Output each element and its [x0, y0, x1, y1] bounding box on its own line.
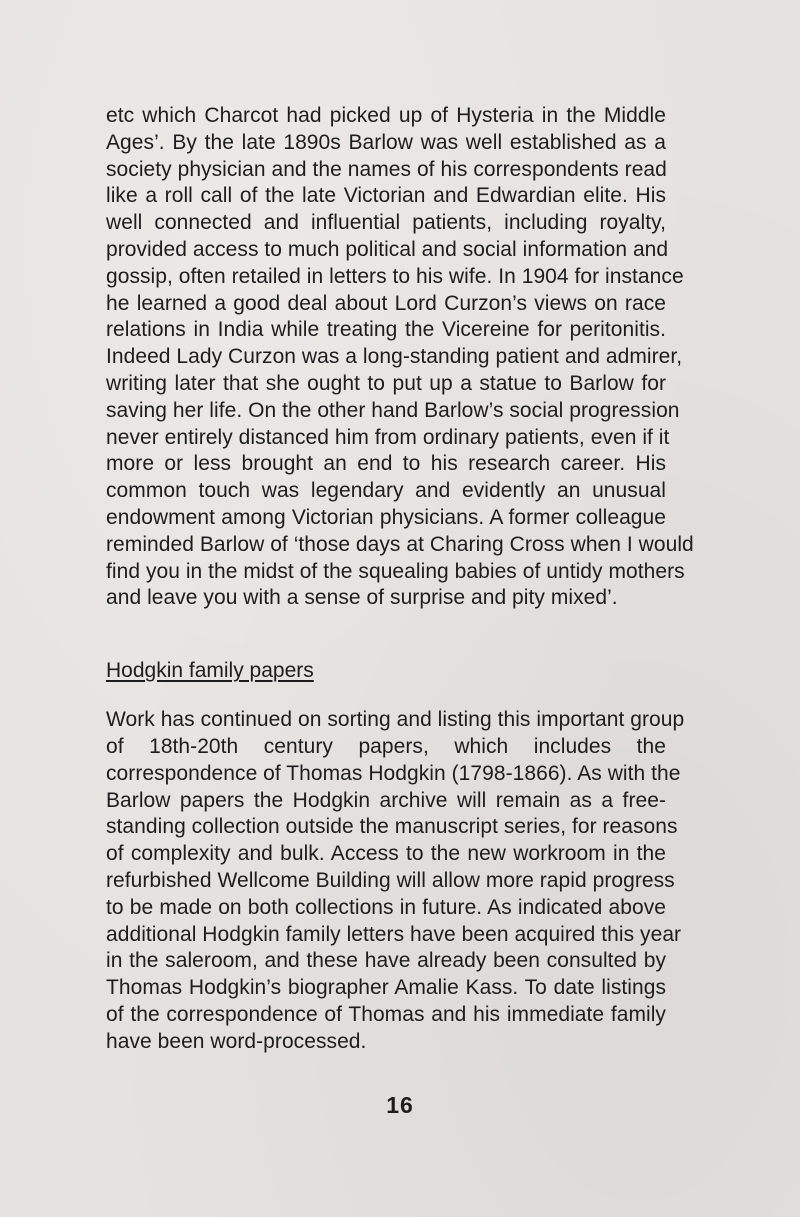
body-paragraph-hodgkin [106, 707, 685, 1055]
text-line: of 18th-20th century papers, which includes the [106, 734, 666, 758]
text-line: well connected and influential patients, including royalty, [106, 211, 666, 235]
text-line: etc which Charcot had picked up of Hysteria in the Middle [106, 104, 666, 127]
text-line: reminded Barlow of ‘those days at Charing Cross when I would [106, 532, 694, 556]
text-line: refurbished Wellcome Building will allow more rapid progress [106, 868, 675, 892]
text-line: saving her life. On the other hand Barlow’s social progression [106, 398, 680, 422]
text-line: standing collection outside the manuscript series, for reasons [106, 815, 678, 839]
text-line: of the correspondence of Thomas and his immediate family [106, 1002, 666, 1026]
text-line: never entirely distanced him from ordinary patients, even if it [106, 425, 670, 449]
text-line: Thomas Hodgkin’s biographer Amalie Kass. To date listings [106, 976, 666, 1000]
text-line: Indeed Lady Curzon was a long-standing patient and admirer, [106, 345, 683, 369]
text-line: provided access to much political and social information and [106, 237, 669, 261]
text-line: of complexity and bulk. Access to the new workroom in the [106, 842, 666, 866]
text-line: he learned a good deal about Lord Curzon’s views on race [106, 291, 666, 315]
text-line: society physician and the names of his correspondents read [106, 157, 667, 181]
text-line: Work has continued on sorting and listing this important group [106, 708, 685, 732]
text-line: additional Hodgkin family letters have been acquired this year [106, 922, 682, 946]
text-line: to be made on both collections in future. As indicated above [106, 895, 666, 919]
text-line: and leave you with a sense of surprise and pity mixed’. [106, 586, 618, 610]
body-paragraph-barlow [106, 103, 694, 612]
text-line: in the saleroom, and these have already been consulted by [106, 949, 666, 973]
text-line: find you in the midst of the squealing babies of untidy mothers [106, 559, 685, 583]
text-line: more or less brought an end to his research career. His [106, 452, 666, 476]
text-line: Ages’. By the late 1890s Barlow was well established as a [106, 130, 666, 154]
text-line: correspondence of Thomas Hodgkin (1798-1866). As with the [106, 761, 681, 785]
document-page [106, 103, 694, 1056]
page-number: 16 [386, 1092, 414, 1118]
text-line: writing later that she ought to put up a statue to Barlow for [106, 371, 666, 395]
text-line: relations in India while treating the Vicereine for peritonitis. [106, 318, 666, 342]
text-line: Barlow papers the Hodgkin archive will remain as a free- [106, 788, 666, 812]
text-line: common touch was legendary and evidently an unusual [106, 479, 666, 503]
text-line: endowment among Victorian physicians. A former colleague [106, 505, 666, 529]
section-heading: Hodgkin family papers [106, 659, 314, 683]
text-line: like a roll call of the late Victorian and Edwardian elite. His [106, 184, 666, 208]
text-line: gossip, often retailed in letters to his wife. In 1904 for instance [106, 264, 684, 288]
text-line: have been word-processed. [106, 1029, 367, 1053]
